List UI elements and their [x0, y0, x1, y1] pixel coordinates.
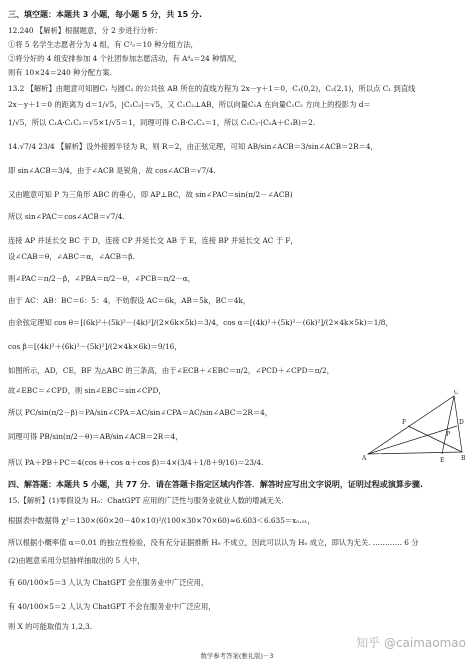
page-footer: 数学参考答案(雅礼版)－3 [200, 652, 274, 660]
q14-line-1: 14.√7/4 23/4 【解析】设外接圆半径为 R，则 R＝2，由正弦定理，可知 AB/sin∠ACB＝3/sin∠ACB＝2R＝4， [8, 142, 378, 151]
q14-line-15: 所以 PA＋PB＋PC＝4(cos θ＋cos α＋cos β)＝4×(3/4＋1/8＋9/16)＝23/4. [8, 458, 264, 467]
q12-line-4: 则有 10×24＝240 种分配方案. [8, 68, 112, 77]
q14-line-5: 连接 AP 并延长交 BC 于 D，连接 CP 并延长交 AB 于 E，连接 BP 并延长交 AC 于 F， [8, 236, 298, 245]
label-C: C [454, 390, 459, 396]
q14-line-8: 由于 AC：AB：BC＝6：5：4，不妨假设 AC＝6k，AB＝5k，BC＝4k， [8, 296, 251, 305]
section-solution-header: 四、解答题：本题共 5 小题，共 77 分．请在答题卡指定区域内作答．解答时应写出文字说明，证明过程或演算步骤. [8, 480, 423, 489]
q15-line-4: (2)由题意采用分层抽样抽取出的 5 人中， [8, 556, 145, 565]
q15-line-7: 则 X 的可能取值为 1,2,3. [8, 622, 93, 631]
triangle-altitudes-figure [362, 390, 466, 464]
q14-line-6: 设∠CAB＝θ，∠ABC＝α，∠ACB＝β. [8, 252, 135, 261]
q15-line-2: 根据表中数据得 χ²＝130×(60×20－40×10)²/(100×30×70×60)≈6.603＜6.635＝x₀.₀₁， [8, 516, 315, 525]
zhihu-watermark: 知乎 @caimaomao [356, 636, 466, 650]
q13-line-3: 1/√5，所以 C₁A·C₁C₂＝√5×1/√5＝1，同理可得 C₁B·C₁C₂＝1，所以 C₁C₂·(C₁A＋C₁B)＝2. [8, 118, 316, 127]
label-F: F [402, 419, 407, 426]
q14-line-11: 如图所示，AD，CE，BF 为△ABC 的三条高，由于∠ECB＋∠EBC＝π/2，∠PCD＋∠CPD＝π/2， [8, 366, 334, 375]
q13-line-1: 13.2 【解析】由题意可知圆C₁ 与圆C₂ 的公共弦 AB 所在的直线方程为 2x－y＋1＝0，C₁(0,2)，C₂(2,1)，所以点 C₁ 到直线 [8, 84, 416, 93]
q14-line-12: 故∠EBC＝∠CPD，则 sin∠EBC＝sin∠CPD， [8, 386, 166, 395]
q14-line-2: 即 sin∠ACB＝3/4，由于∠ACB 是锐角，故 cos∠ACB＝√7/4. [8, 166, 216, 175]
q15-line-1: 15.【解析】(1)零假设为 H₀：ChatGPT 应用的广泛性与服务业就业人数的增减无关. [8, 496, 284, 505]
section-fill-blank-header: 三、填空题：本题共 3 小题，每小题 5 分，共 15 分. [8, 10, 203, 19]
q14-line-3: 又由题意可知 P 为三角形 ABC 的垂心，即 AP⊥BC，故 sin∠PAC＝sin(π/2－∠ACB) [8, 190, 293, 199]
q14-line-4: 所以 sin∠PAC＝cos∠ACB＝√7/4. [8, 212, 125, 221]
q15-line-3: 所以根据小概率值 α＝0.01 的独立性检验，没有充分证据推断 H₀ 不成立，因此可以认为 H₀ 成立，即认为无关. ………… 6 分 [8, 538, 419, 547]
label-P: P [446, 431, 451, 438]
label-A: A [362, 455, 367, 462]
q15-line-6: 有 40/100×5＝2 人认为 ChatGPT 不会在服务业中广泛应用， [8, 602, 216, 611]
q12-line-2: ①将 5 名学生志愿者分为 4 组，有 C²₅＝10 种分组方法， [8, 40, 198, 49]
q12-line-1: 12.240 【解析】根据题意，分 2 步进行分析： [8, 26, 162, 35]
q14-line-14: 同理可得 PB/sin(π/2－θ)＝AB/sin∠ACB＝2R＝4， [8, 432, 183, 441]
label-E: E [440, 457, 445, 464]
q12-line-3: ②将分好的 4 组安排参加 4 个社团参加志愿活动，有 A⁴₄＝24 种情况， [8, 54, 242, 63]
q13-line-2: 2x－y＋1＝0 的距离为 d＝1/√5，|C₁C₂|＝√5，又 C₁C₂⊥AB，所以向量C₁A 在向量C₁C₂ 方向上的投影为 d＝ [8, 100, 371, 109]
q14-line-9: 由余弦定理知 cos θ＝[(6k)²＋(5k)²－(4k)²]/(2×6k×5k)＝3/4，cos α＝[(4k)²＋(5k)²－(6k)²]/(2×4k×5k)＝1/8， [8, 318, 393, 327]
label-D: D [459, 419, 464, 426]
q14-line-10: cos β＝[(4k)²＋(6k)²－(5k)²]/(2×4k×6k)＝9/16， [8, 342, 182, 351]
q14-line-7: 则∠PAC＝π/2－β，∠PBA＝π/2－θ，∠PCB＝π/2－α， [8, 274, 196, 283]
q14-line-13: 所以 PC/sin(π/2－β)＝PA/sin∠CPA＝AC/sin∠CPA＝AC/sin∠ABC＝2R＝4， [8, 408, 273, 417]
label-B: B [461, 455, 466, 462]
q15-line-5: 有 60/100×5＝3 人认为 ChatGPT 会在服务业中广泛应用， [8, 578, 209, 587]
